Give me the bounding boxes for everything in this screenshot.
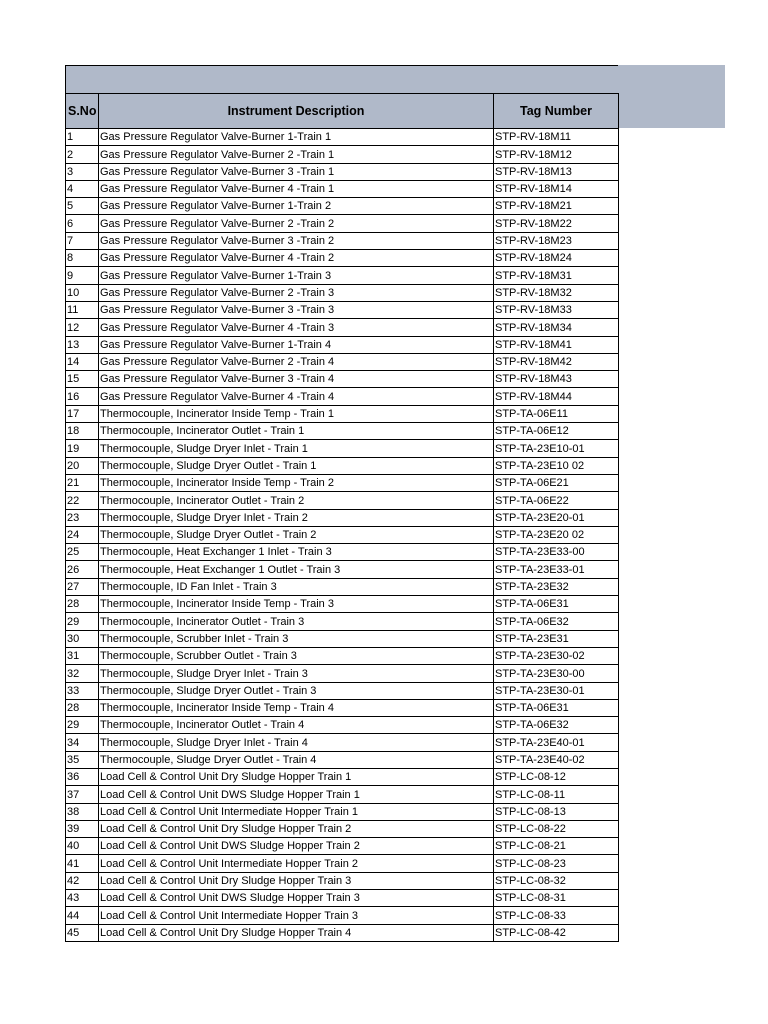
table-row — [66, 440, 619, 457]
cell-tag: STP-TA-23E30-01 — [494, 682, 619, 699]
cell-sno: 40 — [66, 838, 99, 855]
column-header-sno: S.No — [66, 94, 99, 129]
cell-tag: STP-RV-18M34 — [494, 319, 619, 336]
cell-sno: 12 — [66, 319, 99, 336]
cell-description: Gas Pressure Regulator Valve-Burner 4 -Train 4 — [99, 388, 494, 405]
cell-sno: 6 — [66, 215, 99, 232]
cell-tag: STP-LC-08-42 — [494, 924, 619, 941]
cell-tag: STP-RV-18M41 — [494, 336, 619, 353]
cell-description: Thermocouple, Incinerator Inside Temp - Train 4 — [99, 699, 494, 716]
cell-description: Thermocouple, Incinerator Outlet - Train 1 — [99, 423, 494, 440]
cell-tag: STP-TA-23E10 02 — [494, 457, 619, 474]
cell-sno: 7 — [66, 232, 99, 249]
cell-sno: 21 — [66, 474, 99, 491]
table-row — [66, 509, 619, 526]
cell-sno: 36 — [66, 768, 99, 785]
cell-sno: 11 — [66, 301, 99, 318]
cell-sno: 35 — [66, 751, 99, 768]
cell-tag: STP-LC-08-32 — [494, 872, 619, 889]
cell-description: Thermocouple, Incinerator Inside Temp - Train 1 — [99, 405, 494, 422]
cell-description: Thermocouple, Sludge Dryer Outlet - Train 2 — [99, 526, 494, 543]
cell-sno: 23 — [66, 509, 99, 526]
cell-description: Gas Pressure Regulator Valve-Burner 3 -Train 4 — [99, 371, 494, 388]
cell-sno: 24 — [66, 526, 99, 543]
table-row — [66, 890, 619, 907]
cell-description: Load Cell & Control Unit Intermediate Hopper Train 3 — [99, 907, 494, 924]
header-left-border — [65, 65, 66, 93]
cell-tag: STP-TA-06E11 — [494, 405, 619, 422]
table-row — [66, 872, 619, 889]
table-row — [66, 647, 619, 664]
cell-tag: STP-TA-06E32 — [494, 717, 619, 734]
table-row — [66, 146, 619, 163]
cell-sno: 38 — [66, 803, 99, 820]
table-body — [66, 129, 619, 942]
cell-description: Gas Pressure Regulator Valve-Burner 3 -Train 1 — [99, 163, 494, 180]
table-row — [66, 561, 619, 578]
cell-sno: 5 — [66, 198, 99, 215]
table-row — [66, 820, 619, 837]
cell-sno: 28 — [66, 699, 99, 716]
cell-sno: 18 — [66, 423, 99, 440]
cell-description: Thermocouple, ID Fan Inlet - Train 3 — [99, 578, 494, 595]
cell-sno: 10 — [66, 284, 99, 301]
table-row — [66, 336, 619, 353]
table-row — [66, 751, 619, 768]
cell-description: Gas Pressure Regulator Valve-Burner 1-Train 1 — [99, 129, 494, 146]
cell-description: Thermocouple, Incinerator Inside Temp - Train 2 — [99, 474, 494, 491]
table-row — [66, 734, 619, 751]
table-row — [66, 526, 619, 543]
cell-description: Load Cell & Control Unit Dry Sludge Hopper Train 4 — [99, 924, 494, 941]
table-row — [66, 371, 619, 388]
table-row — [66, 198, 619, 215]
table-row — [66, 232, 619, 249]
cell-description: Thermocouple, Incinerator Outlet - Train 3 — [99, 613, 494, 630]
cell-tag: STP-LC-08-11 — [494, 786, 619, 803]
cell-tag: STP-RV-18M32 — [494, 284, 619, 301]
cell-tag: STP-RV-18M43 — [494, 371, 619, 388]
table-row — [66, 907, 619, 924]
table-row — [66, 717, 619, 734]
cell-description: Gas Pressure Regulator Valve-Burner 2 -Train 3 — [99, 284, 494, 301]
cell-tag: STP-TA-23E30-00 — [494, 665, 619, 682]
cell-tag: STP-RV-18M22 — [494, 215, 619, 232]
cell-sno: 8 — [66, 250, 99, 267]
table-row — [66, 423, 619, 440]
cell-description: Thermocouple, Incinerator Outlet - Train 2 — [99, 492, 494, 509]
table-row — [66, 353, 619, 370]
cell-sno: 44 — [66, 907, 99, 924]
table-row — [66, 284, 619, 301]
table-row — [66, 163, 619, 180]
cell-sno: 14 — [66, 353, 99, 370]
table-row — [66, 699, 619, 716]
cell-sno: 29 — [66, 717, 99, 734]
cell-description: Gas Pressure Regulator Valve-Burner 3 -Train 3 — [99, 301, 494, 318]
cell-sno: 30 — [66, 630, 99, 647]
cell-sno: 37 — [66, 786, 99, 803]
cell-tag: STP-TA-23E20 02 — [494, 526, 619, 543]
cell-sno: 17 — [66, 405, 99, 422]
cell-sno: 1 — [66, 129, 99, 146]
header-top-border — [65, 65, 618, 66]
cell-tag: STP-TA-23E33-00 — [494, 544, 619, 561]
cell-sno: 34 — [66, 734, 99, 751]
table-row — [66, 267, 619, 284]
cell-tag: STP-TA-23E31 — [494, 630, 619, 647]
cell-sno: 33 — [66, 682, 99, 699]
cell-description: Load Cell & Control Unit DWS Sludge Hopper Train 1 — [99, 786, 494, 803]
cell-tag: STP-LC-08-23 — [494, 855, 619, 872]
cell-description: Gas Pressure Regulator Valve-Burner 4 -Train 3 — [99, 319, 494, 336]
cell-description: Gas Pressure Regulator Valve-Burner 1-Train 2 — [99, 198, 494, 215]
cell-description: Thermocouple, Sludge Dryer Inlet - Train 1 — [99, 440, 494, 457]
cell-tag: STP-TA-23E20-01 — [494, 509, 619, 526]
table-row — [66, 855, 619, 872]
cell-sno: 25 — [66, 544, 99, 561]
header-row — [66, 94, 619, 129]
column-header-description: Instrument Description — [99, 94, 494, 129]
cell-description: Thermocouple, Heat Exchanger 1 Inlet - Train 3 — [99, 544, 494, 561]
cell-sno: 27 — [66, 578, 99, 595]
cell-sno: 22 — [66, 492, 99, 509]
cell-description: Thermocouple, Scrubber Inlet - Train 3 — [99, 630, 494, 647]
cell-description: Load Cell & Control Unit DWS Sludge Hopper Train 3 — [99, 890, 494, 907]
cell-sno: 43 — [66, 890, 99, 907]
cell-description: Gas Pressure Regulator Valve-Burner 2 -Train 4 — [99, 353, 494, 370]
table-row — [66, 665, 619, 682]
cell-description: Load Cell & Control Unit Dry Sludge Hopper Train 2 — [99, 820, 494, 837]
cell-sno: 41 — [66, 855, 99, 872]
cell-sno: 15 — [66, 371, 99, 388]
cell-sno: 32 — [66, 665, 99, 682]
cell-tag: STP-LC-08-21 — [494, 838, 619, 855]
cell-description: Gas Pressure Regulator Valve-Burner 4 -Train 2 — [99, 250, 494, 267]
cell-tag: STP-RV-18M24 — [494, 250, 619, 267]
cell-description: Load Cell & Control Unit DWS Sludge Hopper Train 2 — [99, 838, 494, 855]
cell-description: Load Cell & Control Unit Intermediate Hopper Train 1 — [99, 803, 494, 820]
cell-tag: STP-LC-08-13 — [494, 803, 619, 820]
cell-description: Thermocouple, Sludge Dryer Outlet - Train 1 — [99, 457, 494, 474]
cell-tag: STP-TA-23E10-01 — [494, 440, 619, 457]
cell-tag: STP-TA-06E22 — [494, 492, 619, 509]
cell-sno: 45 — [66, 924, 99, 941]
instrument-table — [65, 93, 619, 942]
cell-description: Gas Pressure Regulator Valve-Burner 2 -Train 1 — [99, 146, 494, 163]
table-row — [66, 180, 619, 197]
column-header-tag: Tag Number — [494, 94, 619, 129]
cell-tag: STP-RV-18M13 — [494, 163, 619, 180]
cell-description: Thermocouple, Incinerator Outlet - Train 4 — [99, 717, 494, 734]
cell-description: Gas Pressure Regulator Valve-Burner 3 -Train 2 — [99, 232, 494, 249]
cell-sno: 42 — [66, 872, 99, 889]
cell-tag: STP-TA-06E32 — [494, 613, 619, 630]
cell-tag: STP-TA-06E31 — [494, 596, 619, 613]
table-row — [66, 319, 619, 336]
cell-description: Thermocouple, Scrubber Outlet - Train 3 — [99, 647, 494, 664]
cell-tag: STP-RV-18M31 — [494, 267, 619, 284]
cell-description: Gas Pressure Regulator Valve-Burner 1-Train 4 — [99, 336, 494, 353]
cell-tag: STP-TA-06E12 — [494, 423, 619, 440]
cell-tag: STP-TA-06E21 — [494, 474, 619, 491]
table-row — [66, 613, 619, 630]
cell-tag: STP-RV-18M21 — [494, 198, 619, 215]
cell-tag: STP-TA-23E33-01 — [494, 561, 619, 578]
table-row — [66, 215, 619, 232]
cell-sno: 16 — [66, 388, 99, 405]
cell-sno: 31 — [66, 647, 99, 664]
table-row — [66, 682, 619, 699]
cell-sno: 3 — [66, 163, 99, 180]
cell-tag: STP-RV-18M44 — [494, 388, 619, 405]
cell-tag: STP-RV-18M42 — [494, 353, 619, 370]
cell-tag: STP-TA-23E32 — [494, 578, 619, 595]
table-row — [66, 250, 619, 267]
cell-sno: 39 — [66, 820, 99, 837]
cell-description: Load Cell & Control Unit Dry Sludge Hopper Train 1 — [99, 768, 494, 785]
cell-description: Gas Pressure Regulator Valve-Burner 2 -Train 2 — [99, 215, 494, 232]
cell-tag: STP-LC-08-22 — [494, 820, 619, 837]
cell-description: Load Cell & Control Unit Intermediate Hopper Train 2 — [99, 855, 494, 872]
cell-sno: 4 — [66, 180, 99, 197]
table-row — [66, 405, 619, 422]
cell-description: Thermocouple, Incinerator Inside Temp - Train 3 — [99, 596, 494, 613]
cell-description: Thermocouple, Sludge Dryer Inlet - Train 2 — [99, 509, 494, 526]
cell-description: Gas Pressure Regulator Valve-Burner 1-Train 3 — [99, 267, 494, 284]
cell-sno: 2 — [66, 146, 99, 163]
table-row — [66, 768, 619, 785]
table-row — [66, 630, 619, 647]
cell-description: Thermocouple, Sludge Dryer Inlet - Train 3 — [99, 665, 494, 682]
table-row — [66, 474, 619, 491]
cell-tag: STP-RV-18M23 — [494, 232, 619, 249]
cell-tag: STP-LC-08-12 — [494, 768, 619, 785]
table-row — [66, 838, 619, 855]
table-row — [66, 492, 619, 509]
cell-description: Thermocouple, Sludge Dryer Inlet - Train 4 — [99, 734, 494, 751]
cell-description: Load Cell & Control Unit Dry Sludge Hopper Train 3 — [99, 872, 494, 889]
cell-description: Gas Pressure Regulator Valve-Burner 4 -Train 1 — [99, 180, 494, 197]
cell-sno: 28 — [66, 596, 99, 613]
cell-tag: STP-TA-23E40-01 — [494, 734, 619, 751]
table-row — [66, 301, 619, 318]
table-row — [66, 544, 619, 561]
cell-sno: 29 — [66, 613, 99, 630]
cell-tag: STP-LC-08-31 — [494, 890, 619, 907]
cell-description: Thermocouple, Heat Exchanger 1 Outlet - Train 3 — [99, 561, 494, 578]
cell-tag: STP-LC-08-33 — [494, 907, 619, 924]
cell-description: Thermocouple, Sludge Dryer Outlet - Train 4 — [99, 751, 494, 768]
table-row — [66, 803, 619, 820]
cell-sno: 9 — [66, 267, 99, 284]
cell-tag: STP-TA-23E30-02 — [494, 647, 619, 664]
table-row — [66, 578, 619, 595]
table-row — [66, 388, 619, 405]
table-row — [66, 596, 619, 613]
cell-sno: 20 — [66, 457, 99, 474]
cell-tag: STP-TA-06E31 — [494, 699, 619, 716]
cell-tag: STP-RV-18M12 — [494, 146, 619, 163]
cell-sno: 26 — [66, 561, 99, 578]
cell-description: Thermocouple, Sludge Dryer Outlet - Train 3 — [99, 682, 494, 699]
cell-tag: STP-RV-18M11 — [494, 129, 619, 146]
table-row — [66, 129, 619, 146]
cell-sno: 13 — [66, 336, 99, 353]
cell-tag: STP-RV-18M14 — [494, 180, 619, 197]
cell-tag: STP-RV-18M33 — [494, 301, 619, 318]
table-row — [66, 924, 619, 941]
cell-sno: 19 — [66, 440, 99, 457]
table-row — [66, 457, 619, 474]
cell-tag: STP-TA-23E40-02 — [494, 751, 619, 768]
table-row — [66, 786, 619, 803]
